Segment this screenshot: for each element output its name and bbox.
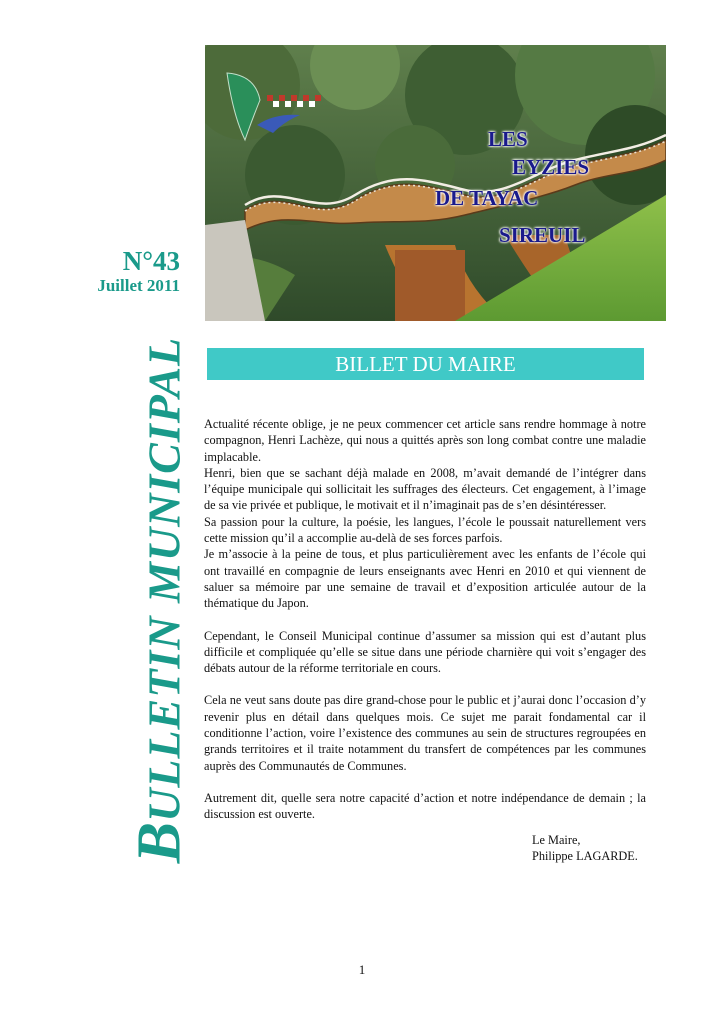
town-name-line-4: SIREUIL <box>499 223 586 247</box>
article-paragraph: Cependant, le Conseil Municipal continue d’assumer sa mission qui est d’autant plus difficile et compliquée qu’elle se situe dans une période charnière qui voit s’engager des débats autour de la réforme territoriale en cours. <box>204 628 646 676</box>
cover-photo <box>205 45 666 321</box>
signature-role: Le Maire, <box>532 833 581 847</box>
town-name-line-3: DE TAYAC <box>435 186 539 210</box>
article-paragraph: Cela ne veut sans doute pas dire grand-chose pour le public et j’aurai donc l’occasion d’y revenir plus en détail dans quelques mois. Ce sujet me parait fondamental car il conditionne l’action, voire l’existence des communes au sein de structures regroupées en grands territoires et il traite notamment du transfert de compétences par les communes auprès des Communautés de Communes. <box>204 693 646 773</box>
signature-name: Philippe LAGARDE. <box>532 849 638 864</box>
bulletin-title-rest: ULLETIN MUNICIPAL <box>138 336 190 822</box>
bridge-illustration <box>205 45 666 321</box>
article-body <box>204 416 646 823</box>
issue-number: N°43 <box>122 246 180 276</box>
bulletin-title <box>125 337 196 863</box>
bulletin-title-initial: B <box>125 821 194 864</box>
signature <box>532 832 638 865</box>
issue-date: Juillet 2011 <box>97 276 180 295</box>
article-paragraph: Actualité récente oblige, je ne peux commencer cet article sans rendre hommage à notre compagnon, Henri Lachèze, qui nous a quittés après son long combat contre une maladie implacable. <box>204 417 646 464</box>
article-paragraph: Je m’associe à la peine de tous, et plus particulièrement avec les enfants de l’école qui ont travaillé en compagnie de leurs enseignants avec Henri en 2010 et qui viennent de saluer sa mémoire par une semaine de travail et d’exposition articulée autour de la thématique du Japon. <box>204 547 646 611</box>
section-title: BILLET DU MAIRE <box>207 348 644 380</box>
page-number: 1 <box>358 962 366 977</box>
town-name-line-1: LES <box>488 127 528 151</box>
article-paragraph: Autrement dit, quelle sera notre capacité d’action et notre indépendance de demain ; la discussion est ouverte. <box>204 790 646 822</box>
article-paragraph: Sa passion pour la culture, la poésie, les langues, l’école le poussait naturellement vers cette mission qu’il a accomplie au-delà de ses forces parfois. <box>204 514 646 546</box>
article-paragraph: Henri, bien que se sachant déjà malade en 2008, m’avait demandé de l’intégrer dans l’équipe municipale qui sollicitait les suffrages des électeurs. Cet engagement, à l’image de sa vie privée et publique, le motivait et il n’imaginait pas de s’en désintéresser. <box>204 465 646 513</box>
town-name-line-2: EYZIES <box>512 155 590 179</box>
